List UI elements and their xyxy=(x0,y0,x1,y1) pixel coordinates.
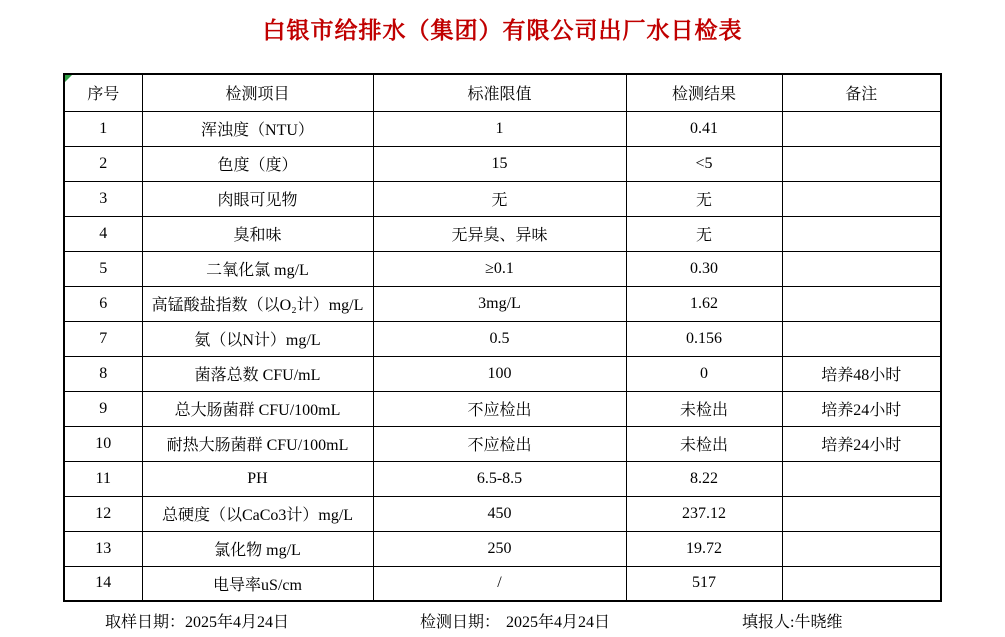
table-cell-result: 19.72 xyxy=(626,531,782,566)
table-body xyxy=(64,111,941,601)
table-cell-result: 未检出 xyxy=(626,426,782,461)
table-row xyxy=(64,461,941,496)
table-cell-item: 肉眼可见物 xyxy=(142,181,373,216)
table-cell-limit: 无 xyxy=(373,181,626,216)
header-cell-item xyxy=(142,74,373,111)
table-cell-note xyxy=(782,216,941,251)
table-cell-no: 8 xyxy=(64,356,142,391)
table-cell-result: 0.41 xyxy=(626,111,782,146)
table-cell-item: 电导率uS/cm xyxy=(142,566,373,601)
table-cell-limit: 15 xyxy=(373,146,626,181)
table-cell-item: 氯化物 mg/L xyxy=(142,531,373,566)
table-cell-no: 3 xyxy=(64,181,142,216)
table-cell-item: 高锰酸盐指数（以O₂计）mg/L xyxy=(142,286,373,321)
table-row xyxy=(64,181,941,216)
table-cell-item: 总大肠菌群 CFU/100mL xyxy=(142,391,373,426)
inspection-table xyxy=(63,73,942,602)
sample-date xyxy=(105,609,289,632)
table-cell-no: 5 xyxy=(64,251,142,286)
table-cell-no: 2 xyxy=(64,146,142,181)
reporter-value: 牛晓维 xyxy=(794,614,843,631)
table-cell-no: 14 xyxy=(64,566,142,601)
reporter-label: 填报人: xyxy=(742,614,795,631)
table-cell-note xyxy=(782,181,941,216)
table-row xyxy=(64,566,941,601)
table-cell-limit: 无异臭、异味 xyxy=(373,216,626,251)
table-cell-note xyxy=(782,566,941,601)
table-cell-result: 517 xyxy=(626,566,782,601)
table-row xyxy=(64,216,941,251)
header-label: 检测结果 xyxy=(671,86,736,104)
table-cell-no: 10 xyxy=(64,426,142,461)
table-row xyxy=(64,426,941,461)
table-cell-item: PH xyxy=(142,461,373,496)
table-cell-note xyxy=(782,111,941,146)
header-label: 检测项目 xyxy=(225,86,290,104)
table-cell-item: 臭和味 xyxy=(142,216,373,251)
table-cell-no: 9 xyxy=(64,391,142,426)
table-cell-limit: 6.5-8.5 xyxy=(373,461,626,496)
sample-date-value: 2025年4月24日 xyxy=(185,614,290,631)
table-header xyxy=(64,74,941,111)
sample-date-label: 取样日期： xyxy=(105,614,186,631)
table-cell-note xyxy=(782,321,941,356)
table-cell-result: 237.12 xyxy=(626,496,782,531)
table-cell-result: 无 xyxy=(626,216,782,251)
header-label: 备注 xyxy=(845,86,878,104)
table-cell-no: 7 xyxy=(64,321,142,356)
table-row xyxy=(64,111,941,146)
table-cell-result: 无 xyxy=(626,181,782,216)
footer xyxy=(0,603,1005,637)
table-cell-note: 培养24小时 xyxy=(782,426,941,461)
table-cell-result: 0 xyxy=(626,356,782,391)
table-cell-result: <5 xyxy=(626,146,782,181)
table-cell-note xyxy=(782,531,941,566)
table-cell-note xyxy=(782,496,941,531)
table-cell-limit: ≥0.1 xyxy=(373,251,626,286)
table-cell-no: 1 xyxy=(64,111,142,146)
table-cell-item: 氨（以N计）mg/L xyxy=(142,321,373,356)
table-cell-limit: 0.5 xyxy=(373,321,626,356)
header-label: 标准限值 xyxy=(467,86,532,104)
header-cell-note xyxy=(782,74,941,111)
header-cell-result xyxy=(626,74,782,111)
table-cell-item: 菌落总数 CFU/mL xyxy=(142,356,373,391)
table-cell-note: 培养48小时 xyxy=(782,356,941,391)
table-cell-result: 0.156 xyxy=(626,321,782,356)
table-cell-no: 6 xyxy=(64,286,142,321)
table-cell-note xyxy=(782,146,941,181)
header-cell-limit xyxy=(373,74,626,111)
table-cell-limit: 100 xyxy=(373,356,626,391)
header-cell-no xyxy=(64,74,142,111)
table-cell-note xyxy=(782,286,941,321)
report-page xyxy=(0,15,1005,637)
header-label: 序号 xyxy=(87,86,120,104)
table-row xyxy=(64,356,941,391)
table-cell-note xyxy=(782,251,941,286)
table-cell-no: 12 xyxy=(64,496,142,531)
table-row xyxy=(64,391,941,426)
table-cell-limit: / xyxy=(373,566,626,601)
table-cell-no: 13 xyxy=(64,531,142,566)
table-row xyxy=(64,496,941,531)
table-cell-limit: 1 xyxy=(373,111,626,146)
error-indicator-icon xyxy=(65,75,72,82)
table-row xyxy=(64,286,941,321)
table-cell-result: 0.30 xyxy=(626,251,782,286)
test-date xyxy=(420,609,610,632)
table-row xyxy=(64,531,941,566)
table-cell-note: 培养24小时 xyxy=(782,391,941,426)
header-row xyxy=(64,74,941,111)
reporter xyxy=(742,609,842,632)
table-cell-no: 11 xyxy=(64,461,142,496)
table-cell-result: 8.22 xyxy=(626,461,782,496)
table-cell-limit: 3mg/L xyxy=(373,286,626,321)
table-cell-no: 4 xyxy=(64,216,142,251)
table-cell-limit: 不应检出 xyxy=(373,426,626,461)
table-cell-item: 耐热大肠菌群 CFU/100mL xyxy=(142,426,373,461)
table-cell-limit: 250 xyxy=(373,531,626,566)
table-cell-item: 色度（度） xyxy=(142,146,373,181)
test-date-value: 2025年4月24日 xyxy=(506,614,611,631)
table-cell-result: 1.62 xyxy=(626,286,782,321)
table-cell-item: 总硬度（以CaCo3计）mg/L xyxy=(142,496,373,531)
test-date-label: 检测日期： xyxy=(420,614,501,631)
table-row xyxy=(64,321,941,356)
table-cell-item: 二氧化氯 mg/L xyxy=(142,251,373,286)
table-cell-item: 浑浊度（NTU） xyxy=(142,111,373,146)
table-cell-limit: 450 xyxy=(373,496,626,531)
table-cell-note xyxy=(782,461,941,496)
table-cell-limit: 不应检出 xyxy=(373,391,626,426)
page-title: 白银市给排水（集团）有限公司出厂水日检表 xyxy=(262,18,743,43)
table-row xyxy=(64,146,941,181)
table-cell-result: 未检出 xyxy=(626,391,782,426)
table-row xyxy=(64,251,941,286)
